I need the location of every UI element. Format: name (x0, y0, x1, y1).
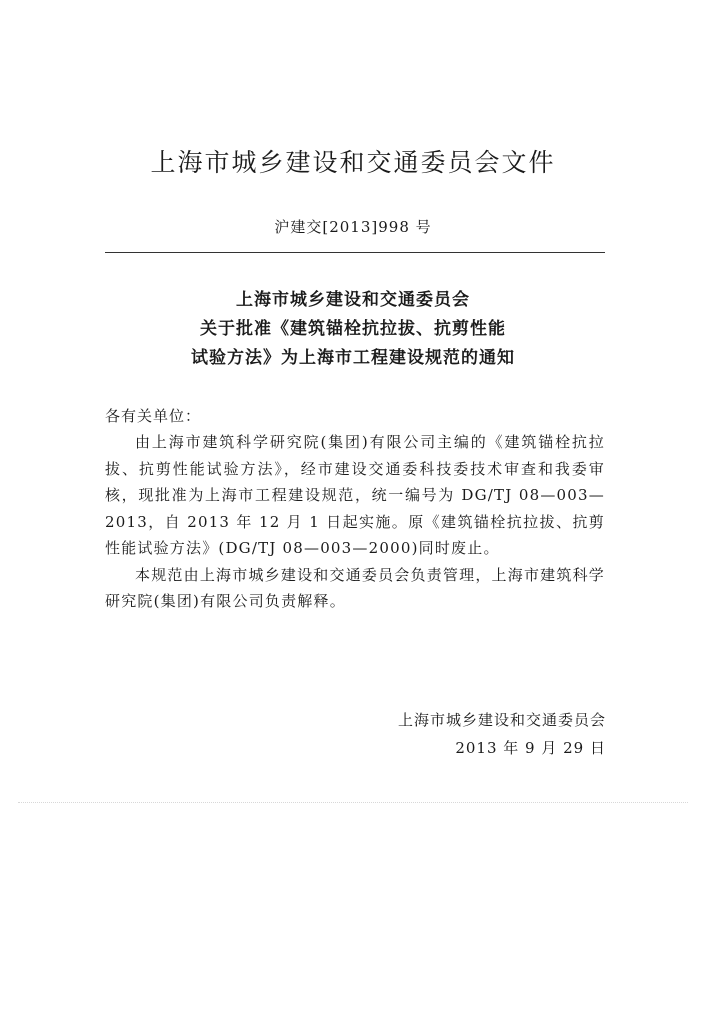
notice-title (0, 286, 706, 373)
signature-block (398, 706, 606, 762)
body-paragraph: 由上海市建筑科学研究院(集团)有限公司主编的《建筑锚栓抗拉拔、抗剪性能试验方法》，经市建设交通委科技委技术审查和我委审核，现批准为上海市工程建设规范，统一编号为 DG/TJ 08—003—2013，自 2013 年 12 月 1 日起实施。原《建筑锚栓抗拉拔、抗剪性能试验方法》(DG/TJ 08—003—2000)同时废止。 (105, 433, 605, 557)
signature-org: 上海市城乡建设和交通委员会 (397, 711, 606, 729)
header-divider (105, 252, 605, 253)
document-header-title: 上海市城乡建设和交通委员会文件 (150, 148, 556, 177)
notice-title-line: 关于批准《建筑锚栓抗拉拔、抗剪性能 (200, 319, 506, 339)
salutation: 各有关单位： (105, 407, 202, 425)
body-paragraph: 本规范由上海市城乡建设和交通委员会负责管理，上海市建筑科学研究院(集团)有限公司负责解释。 (105, 565, 605, 610)
notice-body (105, 429, 605, 615)
signature-date: 2013 年 9 月 29 日 (455, 739, 606, 757)
document-number: 沪建交[2013]998 号 (274, 218, 432, 236)
page-dotted-line (18, 802, 688, 803)
notice-title-line: 上海市城乡建设和交通委员会 (236, 290, 470, 310)
notice-title-line: 试验方法》为上海市工程建设规范的通知 (191, 348, 515, 368)
